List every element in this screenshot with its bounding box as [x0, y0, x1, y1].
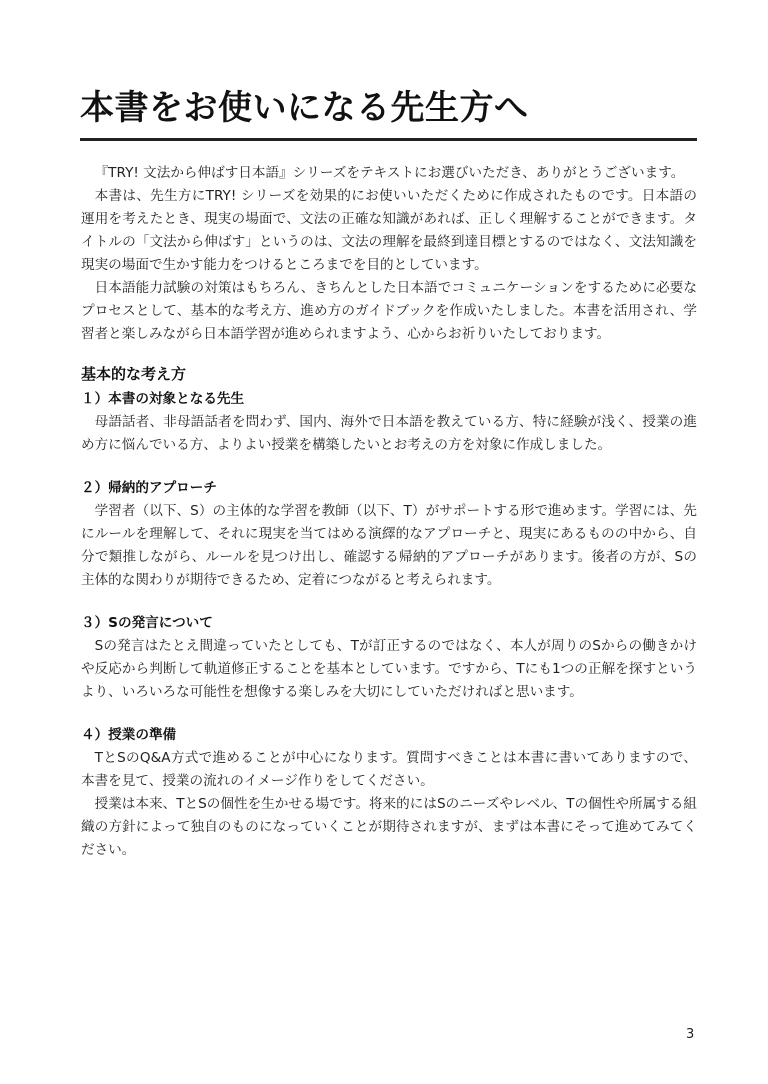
intro-paragraph: 本書は、先生方にTRY! シリーズを効果的にお使いいただくために作成されたものです。日本語の運用を考えたとき、現実の場面で、文法の正確な知識があれば、正しく理解することができます。タイトルの「文法から伸ばす」というのは、文法の理解を最終到達目標とするのではなく、文法知識を現実の場面で生かす能力をつけるところまでを目的としています。: [81, 188, 697, 273]
subsection-heading: ２）帰納的アプローチ: [81, 480, 217, 496]
intro-paragraph: 『TRY! 文法から伸ばす日本語』シリーズをテキストにお選びいただき、ありがとうございます。: [94, 165, 685, 181]
subsection-lesson-preparation: [81, 723, 697, 862]
subsection-inductive-approach: [81, 476, 697, 592]
intro-paragraph: 日本語能力試験の対策はもちろん、きちんとした日本語でコミュニケーションをするために必要なプロセスとして、基本的な考え方、進め方のガイドブックを作成いたしました。本書を活用され、学習者と楽しみながら日本語学習が進められますよう、心からお祈りいたしております。: [81, 280, 697, 342]
subsection-heading: ４）授業の準備: [81, 727, 177, 743]
subsection-heading: ３）Sの発言について: [81, 615, 213, 631]
subsection-paragraph: Sの発言はたとえ間違っていたとしても、Tが訂正するのではなく、本人が周りのSからの働きかけや反応から判断して軌道修正することを基本としています。ですから、Tにも1つの正解を探すというより、いろいろな可能性を想像する楽しみを大切にしていただければと思います。: [81, 638, 697, 700]
subsection-paragraph: 授業は本来、TとSの個性を生かせる場です。将来的にはSのニーズやレベル、Tの個性や所属する組織の方針によって独自のものになっていくことが期待されますが、まずは本書にそって進めてみてください。: [81, 796, 697, 858]
section-heading: 基本的な考え方: [81, 365, 187, 383]
page-number: 3: [686, 1027, 695, 1042]
subsection-target-teachers: [81, 387, 697, 457]
page-title: 本書をお使いになる先生方へ: [80, 88, 529, 128]
title-underline: [80, 138, 697, 141]
subsection-paragraph: TとSのQ&A方式で進めることが中心になります。質問すべきことは本書に書いてありますので、本書を見て、授業の流れのイメージ作りをしてください。: [81, 750, 697, 789]
subsection-heading: １）本書の対象となる先生: [81, 391, 245, 407]
subsection-paragraph: 母語話者、非母語話者を問わず、国内、海外で日本語を教えている方、特に経験が浅く、授業の進め方に悩んでいる方、よりよい授業を構築したいとお考えの方を対象に作成しました。: [81, 414, 697, 453]
document-body: [81, 162, 697, 862]
subsection-paragraph: 学習者（以下、S）の主体的な学習を教師（以下、T）がサポートする形で進めます。学習には、先にルールを理解して、それに現実を当てはめる演繹的なアプローチと、現実にあるものの中から、自分で類推しながら、ルールを見つけ出し、確認する帰納的アプローチがあります。後者の方が、Sの主体的な関わりが期待できるため、定着につながると考えられます。: [81, 503, 697, 588]
subsection-student-remarks: [81, 611, 697, 704]
